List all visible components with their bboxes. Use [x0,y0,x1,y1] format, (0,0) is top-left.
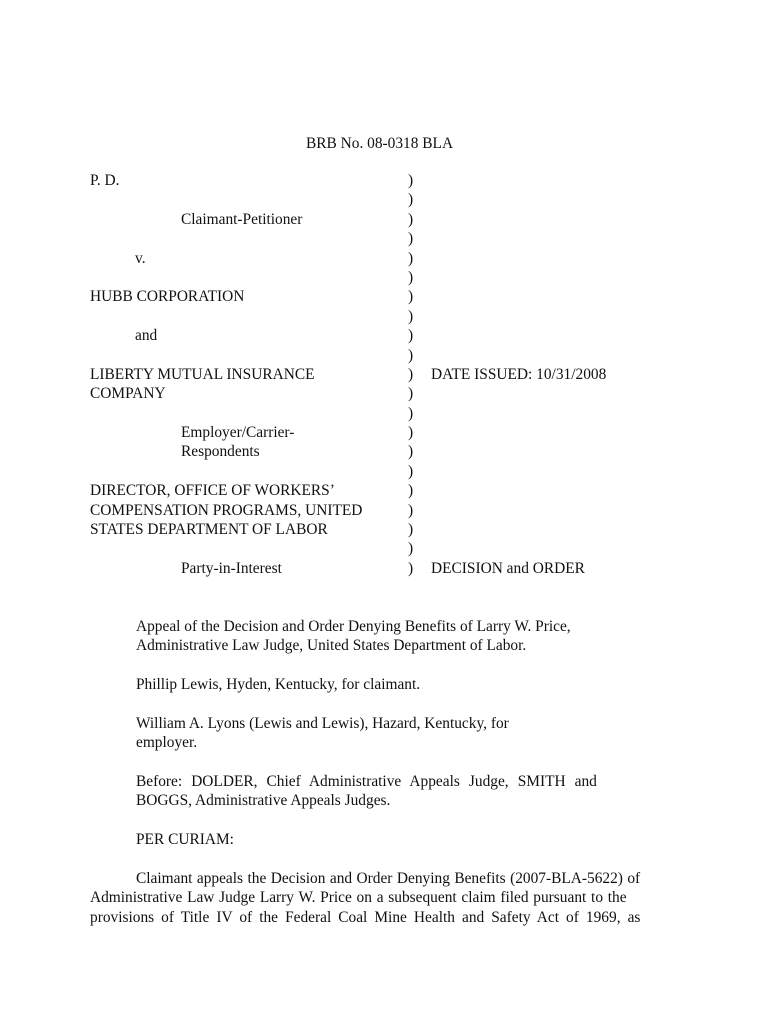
caption-paren: ) [408,365,414,383]
caption-paren: ) [408,346,414,364]
counsel-employer-line1: William A. Lyons (Lewis and Lewis), Hazard, Kentucky, for [136,715,509,732]
director-line1: DIRECTOR, OFFICE OF WORKERS’ [90,482,335,500]
claimant-role: Claimant-Petitioner [181,210,303,228]
caption-paren: ) [408,172,414,189]
caption-paren: ) [408,307,414,325]
versus: v. [135,249,146,267]
date-issued: DATE ISSUED: 10/31/2008 [431,366,607,383]
caption-paren: ) [408,210,414,228]
appeal-line2: Administrative Law Judge, United States Department of Labor. [136,637,527,655]
caption-paren: ) [408,385,414,403]
per-curiam: PER CURIAM: [136,831,234,848]
counsel-employer-line2: employer. [136,734,198,752]
docket-number: BRB No. 08-0318 BLA [306,135,454,152]
caption-paren: ) [408,424,414,442]
carrier-name-line2: COMPANY [90,385,166,403]
before-line2: BOGGS, Administrative Appeals Judges. [136,792,391,810]
carrier-name-line1: LIBERTY MUTUAL INSURANCE [90,365,315,383]
appeal-paragraph [136,617,636,656]
caption-paren: ) [408,249,414,267]
respondent-role-line1: Employer/Carrier- [181,424,295,442]
counsel-claimant: Phillip Lewis, Hyden, Kentucky, for claimant. [136,676,421,693]
caption-paren: ) [408,288,414,306]
body-line1: Claimant appeals the Decision and Order Denying Benefits (2007-BLA-5622) of [136,870,641,887]
employer-name: HUBB CORPORATION [90,288,245,306]
caption-paren: ) [408,404,414,422]
body-line3: provisions of Title IV of the Federal Coal Mine Health and Safety Act of 1969, as [90,908,641,926]
party-role: Party-in-Interest [181,559,282,577]
director-line2: COMPENSATION PROGRAMS, UNITED [90,501,363,519]
before-line1-text: Before: DOLDER, Chief Administrative Appeals Judge, SMITH and [136,773,597,790]
panel-before [136,772,634,811]
decision-label: DECISION and ORDER [431,560,585,577]
claimant-name: P. D. [90,172,120,189]
caption-paren: ) [408,268,414,286]
caption-paren: ) [408,521,414,539]
caption-paren: ) [408,191,414,209]
caption-paren: ) [408,462,414,480]
and-connector: and [135,327,158,345]
caption-parenthesis-column [408,171,413,578]
caption-paren: ) [408,482,414,500]
caption-paren: ) [408,559,414,577]
opinion-body [90,869,681,927]
director-line3: STATES DEPARTMENT OF LABOR [90,521,328,539]
appeal-line1: Appeal of the Decision and Order Denying Benefits of Larry W. Price, [136,618,571,635]
body-line2: Administrative Law Judge Larry W. Price on a subsequent claim filed pursuant to the [90,889,627,907]
caption-paren: ) [408,540,414,558]
caption-paren: ) [408,443,414,461]
case-caption [90,171,410,578]
caption-paren: ) [408,327,414,345]
caption-paren: ) [408,230,414,248]
respondent-role-line2: Respondents [181,443,260,461]
counsel-employer [136,714,636,753]
caption-paren: ) [408,501,414,519]
before-line1 [136,772,634,791]
